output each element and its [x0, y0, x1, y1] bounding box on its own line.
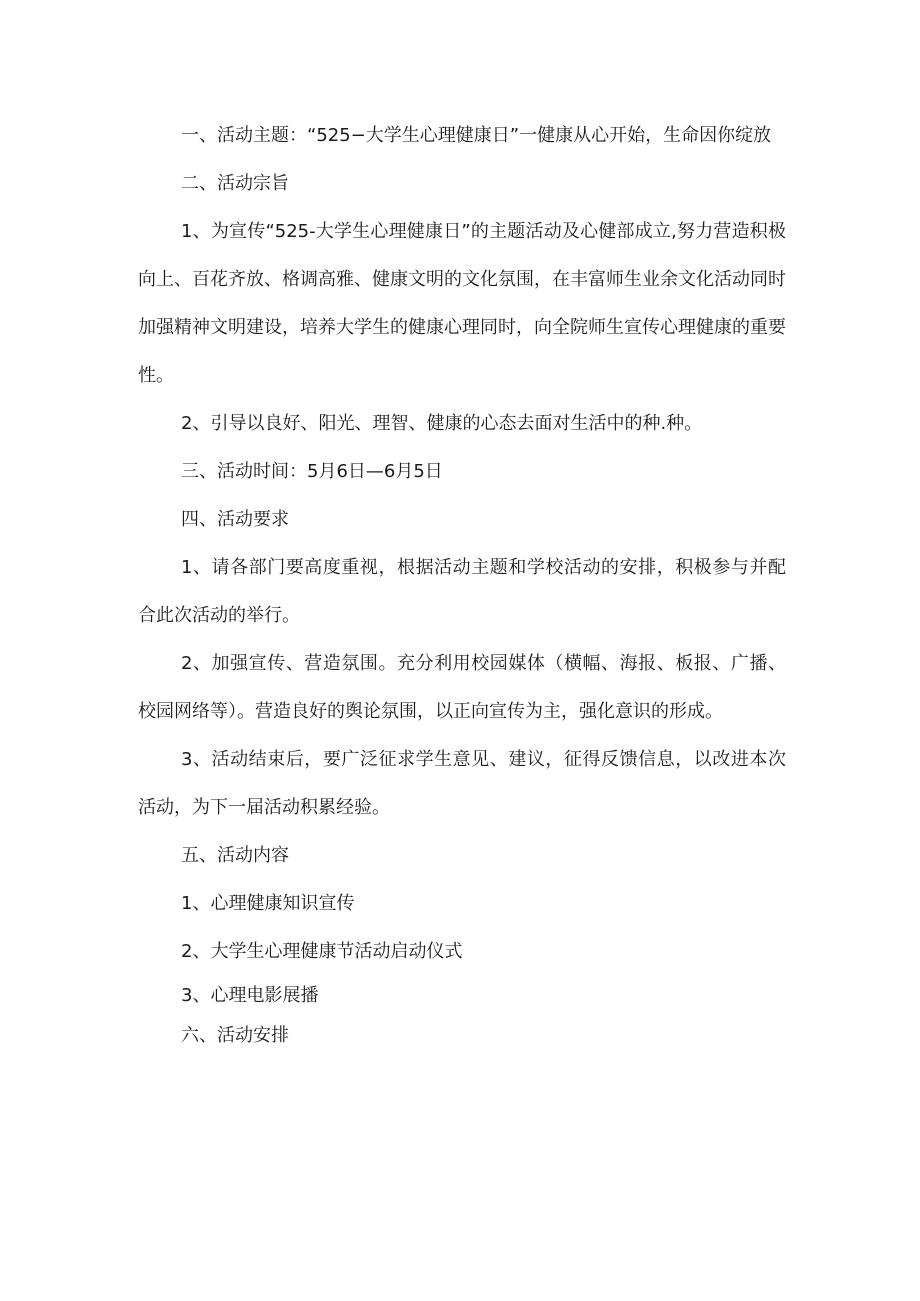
section-heading-schedule: 六、活动安排: [181, 1025, 289, 1046]
content-item-1: 1、心理健康知识宣传: [181, 893, 355, 914]
section-heading-theme: 一、活动主题：“525−大学生心理健康日”一健康从心开始，生命因你绽放: [181, 125, 772, 146]
purpose-item-1: 1、为宣传“525-大学生心理健康日”的主题活动及心健部成立,努力营造积极向上、百花齐放、格调高雅、健康文明的文化氛围，在丰富师生业余文化活动同时加强精神文明建设，培养大学生的健康心理同时，向全院师生宣传心理健康的重要性。: [138, 221, 786, 386]
document-body: [138, 112, 786, 1056]
content-item-3: 3、心理电影展播: [181, 985, 319, 1006]
requirement-item-2: 2、加强宣传、营造氛围。充分利用校园媒体（横幅、海报、板报、广播、校园网络等）。营造良好的舆论氛围，以正向宣传为主，强化意识的形成。: [138, 653, 786, 722]
content-item-2: 2、大学生心理健康节活动启动仪式: [181, 941, 463, 962]
requirement-item-3: 3、活动结束后，要广泛征求学生意见、建议，征得反馈信息，以改进本次活动，为下一届活动积累经验。: [138, 749, 786, 818]
section-heading-content: 五、活动内容: [181, 845, 289, 866]
section-heading-purpose: 二、活动宗旨: [181, 173, 289, 194]
purpose-item-2: 2、引导以良好、阳光、理智、健康的心态去面对生活中的种.种。: [181, 413, 703, 434]
requirement-item-1: 1、请各部门要高度重视，根据活动主题和学校活动的安排，积极参与并配合此次活动的举行。: [138, 557, 786, 626]
section-heading-time: 三、活动时间：5月6日—6月5日: [181, 461, 443, 482]
section-heading-requirements: 四、活动要求: [181, 509, 289, 530]
